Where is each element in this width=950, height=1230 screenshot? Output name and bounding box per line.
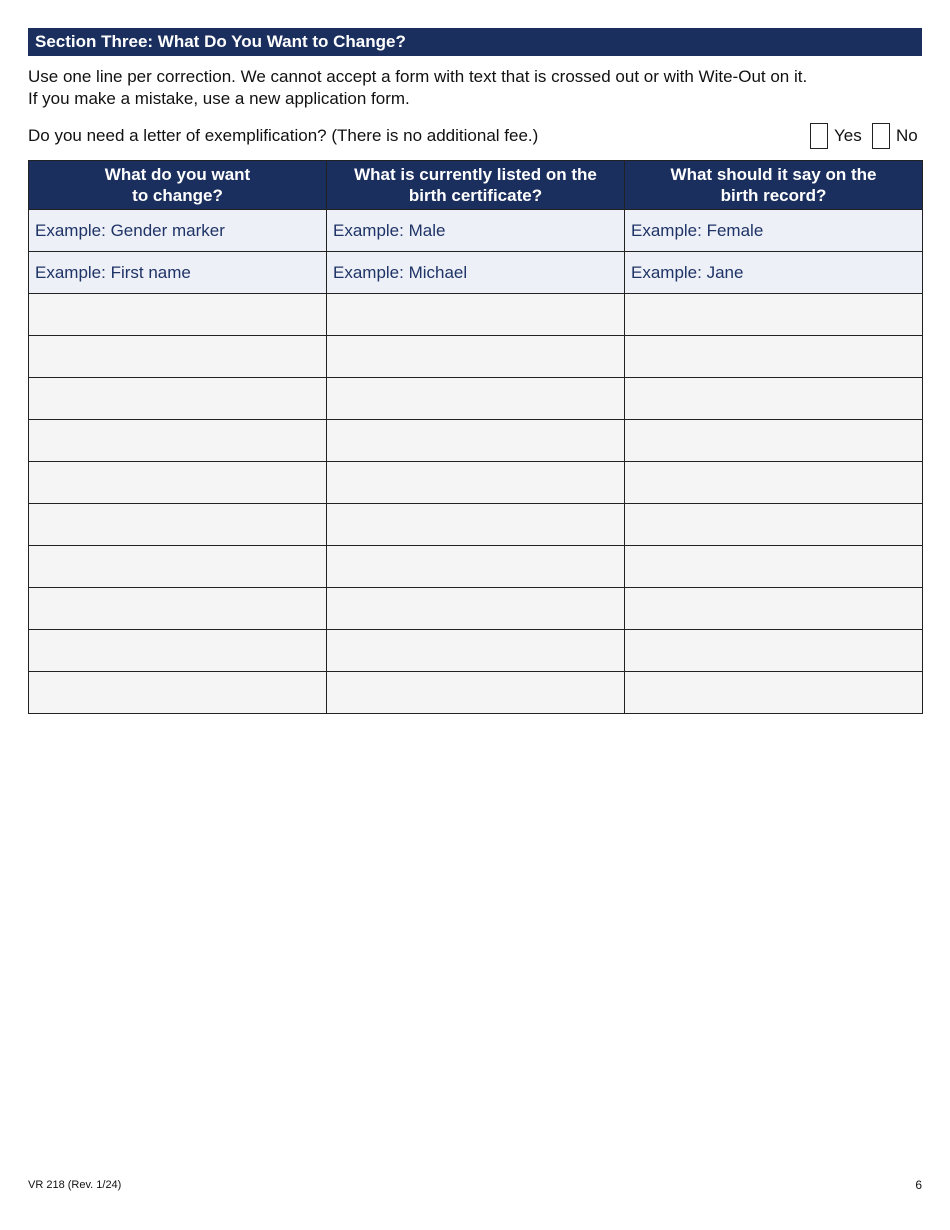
should-say-field[interactable] — [625, 630, 923, 672]
should-say-field[interactable] — [625, 546, 923, 588]
table-header-row — [29, 161, 923, 210]
example-row — [29, 252, 923, 294]
what-to-change-field[interactable] — [29, 588, 327, 630]
table-row — [29, 294, 923, 336]
example-cell: Example: Female — [625, 210, 923, 252]
table-row — [29, 420, 923, 462]
should-say-field[interactable] — [625, 420, 923, 462]
table-row — [29, 630, 923, 672]
example-cell: Example: Gender marker — [29, 210, 327, 252]
example-row — [29, 210, 923, 252]
form-id: VR 218 (Rev. 1/24) — [28, 1179, 122, 1191]
instruction-line-2: If you make a mistake, use a new application form. — [28, 89, 410, 108]
exemplification-no-option[interactable] — [872, 122, 918, 150]
currently-listed-field[interactable] — [327, 378, 625, 420]
exemplification-question: Do you need a letter of exemplification? (There is no additional fee.) — [28, 126, 539, 145]
section-title: Section Three: What Do You Want to Change? — [28, 28, 922, 56]
should-say-field[interactable] — [625, 294, 923, 336]
no-label: No — [896, 126, 918, 145]
what-to-change-field[interactable] — [29, 462, 327, 504]
table-row — [29, 336, 923, 378]
yes-label: Yes — [834, 126, 862, 145]
corrections-table — [28, 160, 923, 714]
currently-listed-field[interactable] — [327, 420, 625, 462]
no-checkbox[interactable] — [872, 123, 890, 149]
currently-listed-field[interactable] — [327, 462, 625, 504]
table-row — [29, 546, 923, 588]
currently-listed-field[interactable] — [327, 588, 625, 630]
instructions — [28, 66, 928, 110]
currently-listed-field[interactable] — [327, 672, 625, 714]
should-say-field[interactable] — [625, 378, 923, 420]
table-row — [29, 378, 923, 420]
exemplification-question-row — [28, 122, 922, 150]
example-cell: Example: Michael — [327, 252, 625, 294]
example-cell: Example: Jane — [625, 252, 923, 294]
what-to-change-field[interactable] — [29, 294, 327, 336]
what-to-change-field[interactable] — [29, 630, 327, 672]
should-say-field[interactable] — [625, 588, 923, 630]
table-row — [29, 672, 923, 714]
should-say-field[interactable] — [625, 336, 923, 378]
currently-listed-field[interactable] — [327, 294, 625, 336]
table-row — [29, 588, 923, 630]
currently-listed-field[interactable] — [327, 546, 625, 588]
should-say-field[interactable] — [625, 462, 923, 504]
yes-checkbox[interactable] — [810, 123, 828, 149]
example-cell: Example: First name — [29, 252, 327, 294]
table-row — [29, 462, 923, 504]
should-say-field[interactable] — [625, 672, 923, 714]
exemplification-yes-option[interactable] — [810, 122, 862, 150]
header-what-to-change: What do you want to change? — [29, 161, 327, 210]
what-to-change-field[interactable] — [29, 378, 327, 420]
what-to-change-field[interactable] — [29, 546, 327, 588]
page-number: 6 — [915, 1178, 922, 1192]
what-to-change-field[interactable] — [29, 420, 327, 462]
what-to-change-field[interactable] — [29, 336, 327, 378]
what-to-change-field[interactable] — [29, 504, 327, 546]
header-should-say: What should it say on the birth record? — [625, 161, 923, 210]
what-to-change-field[interactable] — [29, 672, 327, 714]
header-currently-listed: What is currently listed on the birth certificate? — [327, 161, 625, 210]
example-cell: Example: Male — [327, 210, 625, 252]
currently-listed-field[interactable] — [327, 630, 625, 672]
currently-listed-field[interactable] — [327, 336, 625, 378]
currently-listed-field[interactable] — [327, 504, 625, 546]
table-row — [29, 504, 923, 546]
should-say-field[interactable] — [625, 504, 923, 546]
instruction-line-1: Use one line per correction. We cannot accept a form with text that is crossed out or with Wite-Out on it. — [28, 67, 808, 86]
